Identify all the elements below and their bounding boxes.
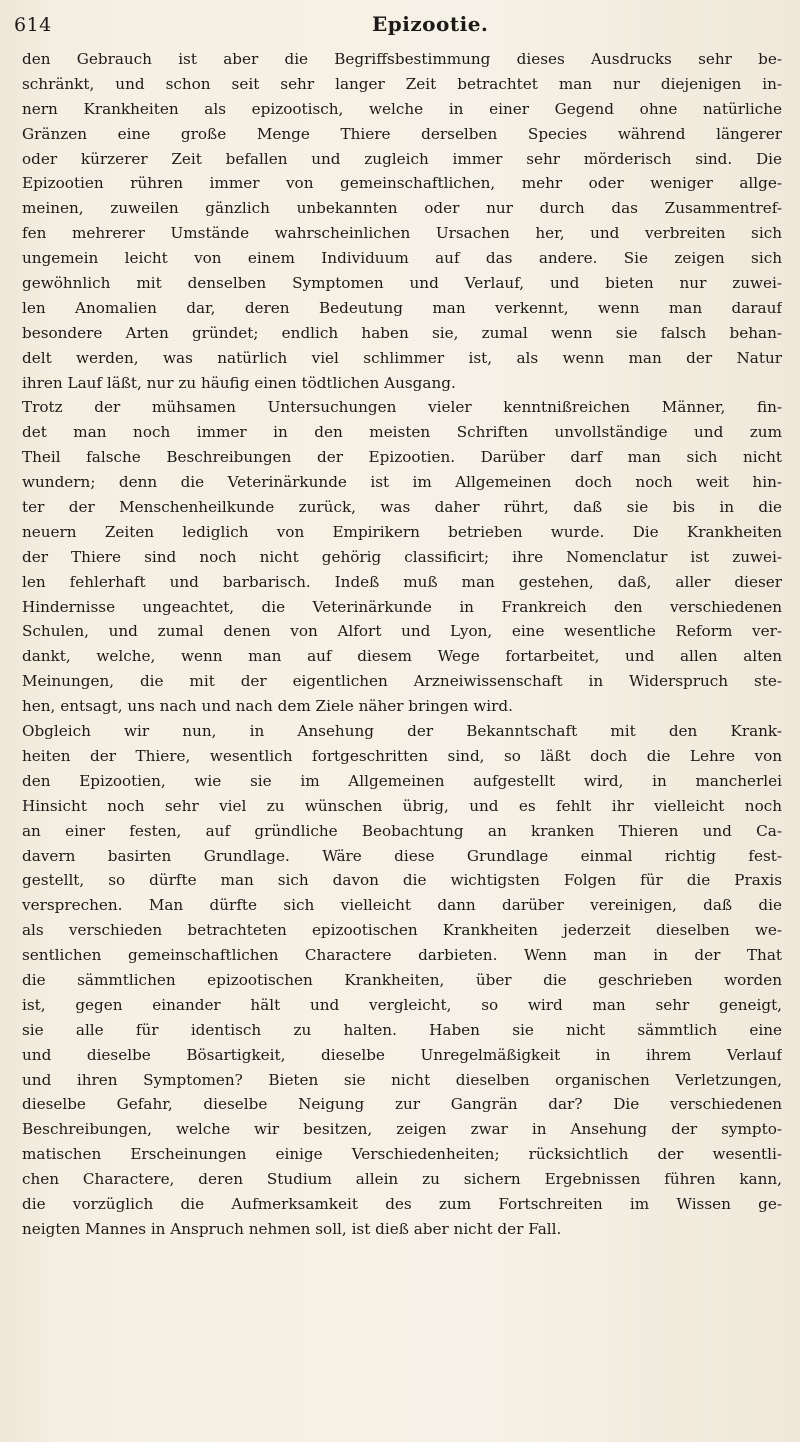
text-line: sentlichen gemeinschaftlichen Charactere darbieten. Wenn man in der That: [22, 946, 782, 965]
text-line: gewöhnlich mit denselben Symptomen und Verlauf, und bieten nur zuwei-: [22, 274, 782, 293]
text-line: oder kürzerer Zeit befallen und zugleich immer sehr mörderisch sind. Die: [22, 149, 782, 168]
text-line: die sämmtlichen epizootischen Krankheiten, über die geschrieben worden: [22, 970, 782, 989]
text-line: delt werden, was natürlich viel schlimmer ist, als wenn man der Natur: [22, 348, 782, 367]
text-line: meinen, zuweilen gänzlich unbekannten oder nur durch das Zusammentref-: [22, 199, 782, 218]
text-line: hen, entsagt, uns nach und nach dem Ziele näher bringen wird.: [22, 697, 513, 716]
text-line: besondere Arten gründet; endlich haben sie, zumal wenn sie falsch behan-: [22, 323, 782, 342]
text-line: als verschieden betrachteten epizootischen Krankheiten jederzeit dieselben we-: [22, 921, 782, 940]
text-line: len Anomalien dar, deren Bedeutung man verkennt, wenn man darauf: [22, 298, 782, 317]
text-line: Theil falsche Beschreibungen der Epizootien. Darüber darf man sich nicht: [22, 448, 782, 467]
text-line: der Thiere sind noch nicht gehörig classificirt; ihre Nomenclatur ist zuwei-: [22, 547, 782, 566]
text-line: fen mehrerer Umstände wahrscheinlichen Ursachen her, und verbreiten sich: [22, 224, 782, 243]
text-line: versprechen. Man dürfte sich vielleicht dann darüber vereinigen, daß die: [22, 896, 782, 915]
text-line: Hinsicht noch sehr viel zu wünschen übrig, und es fehlt ihr vielleicht noch: [22, 796, 782, 815]
text-line: Hindernisse ungeachtet, die Veterinärkunde in Frankreich den verschiedenen: [22, 597, 782, 616]
text-line: matischen Erscheinungen einige Verschiedenheiten; rücksichtlich der wesentli-: [22, 1145, 782, 1164]
text-line: nern Krankheiten als epizootisch, welche in einer Gegend ohne natürliche: [22, 99, 782, 118]
text-line: ungemein leicht von einem Individuum auf das andere. Sie zeigen sich: [22, 249, 782, 268]
text-line: an einer festen, auf gründliche Beobachtung an kranken Thieren und Ca-: [22, 821, 782, 840]
text-line: den Gebrauch ist aber die Begriffsbestimmung dieses Ausdrucks sehr be-: [22, 50, 782, 68]
text-line: ter der Menschenheilkunde zurück, was daher rührt, daß sie bis in die: [22, 498, 782, 517]
text-line: neuern Zeiten lediglich von Empirikern betrieben wurde. Die Krankheiten: [22, 522, 782, 541]
body-text: [22, 47, 782, 1242]
text-line: den Epizootien, wie sie im Allgemeinen aufgestellt wird, in mancherlei: [22, 771, 782, 790]
text-line: gestellt, so dürfte man sich davon die wichtigsten Folgen für die Praxis: [22, 871, 782, 890]
text-line: und dieselbe Bösartigkeit, dieselbe Unregelmäßigkeit in ihrem Verlauf: [22, 1045, 782, 1064]
text-line: chen Charactere, deren Studium allein zu sichern Ergebnissen führen kann,: [22, 1170, 782, 1189]
text-line: Epizootien rühren immer von gemeinschaftlichen, mehr oder weniger allge-: [22, 174, 782, 193]
text-line: Beschreibungen, welche wir besitzen, zeigen zwar in Ansehung der sympto-: [22, 1120, 782, 1139]
text-line: davern basirten Grundlage. Wäre diese Grundlage einmal richtig fest-: [22, 846, 782, 865]
text-line: ihren Lauf läßt, nur zu häufig einen tödtlichen Ausgang.: [22, 373, 456, 392]
text-line: ist, gegen einander hält und vergleicht, so wird man sehr geneigt,: [22, 995, 782, 1014]
text-line: det man noch immer in den meisten Schriften unvollständige und zum: [22, 423, 782, 442]
text-line: Obgleich wir nun, in Ansehung der Bekanntschaft mit den Krank-: [22, 722, 782, 741]
text-line: Trotz der mühsamen Untersuchungen vieler kenntnißreichen Männer, fin-: [22, 398, 782, 417]
text-line: und ihren Symptomen? Bieten sie nicht dieselben organischen Verletzungen,: [22, 1070, 782, 1089]
running-head: Epizootie.: [372, 12, 489, 36]
text-line: heiten der Thiere, wesentlich fortgeschritten sind, so läßt doch die Lehre von: [22, 746, 782, 765]
text-line: die vorzüglich die Aufmerksamkeit des zum Fortschreiten im Wissen ge-: [22, 1194, 782, 1213]
page-header: [0, 10, 800, 40]
text-line: sie alle für identisch zu halten. Haben sie nicht sämmtlich eine: [22, 1020, 782, 1039]
text-line: Schulen, und zumal denen von Alfort und Lyon, eine wesentliche Reform ver-: [22, 622, 782, 641]
text-line: schränkt, und schon seit sehr langer Zeit betrachtet man nur diejenigen in-: [22, 74, 782, 93]
text-line: neigten Mannes in Anspruch nehmen soll, ist dieß aber nicht der Fall.: [22, 1219, 562, 1238]
page-number: 614: [14, 14, 52, 36]
text-line: Meinungen, die mit der eigentlichen Arzneiwissenschaft in Widerspruch ste-: [22, 672, 782, 691]
text-line: dieselbe Gefahr, dieselbe Neigung zur Gangrän dar? Die verschiedenen: [22, 1095, 782, 1114]
text-line: dankt, welche, wenn man auf diesem Wege fortarbeitet, und allen alten: [22, 647, 782, 666]
text-line: Gränzen eine große Menge Thiere derselben Species während längerer: [22, 124, 782, 143]
text-line: wundern; denn die Veterinärkunde ist im Allgemeinen doch noch weit hin-: [22, 473, 782, 492]
text-line: len fehlerhaft und barbarisch. Indeß muß man gestehen, daß, aller dieser: [22, 572, 782, 591]
